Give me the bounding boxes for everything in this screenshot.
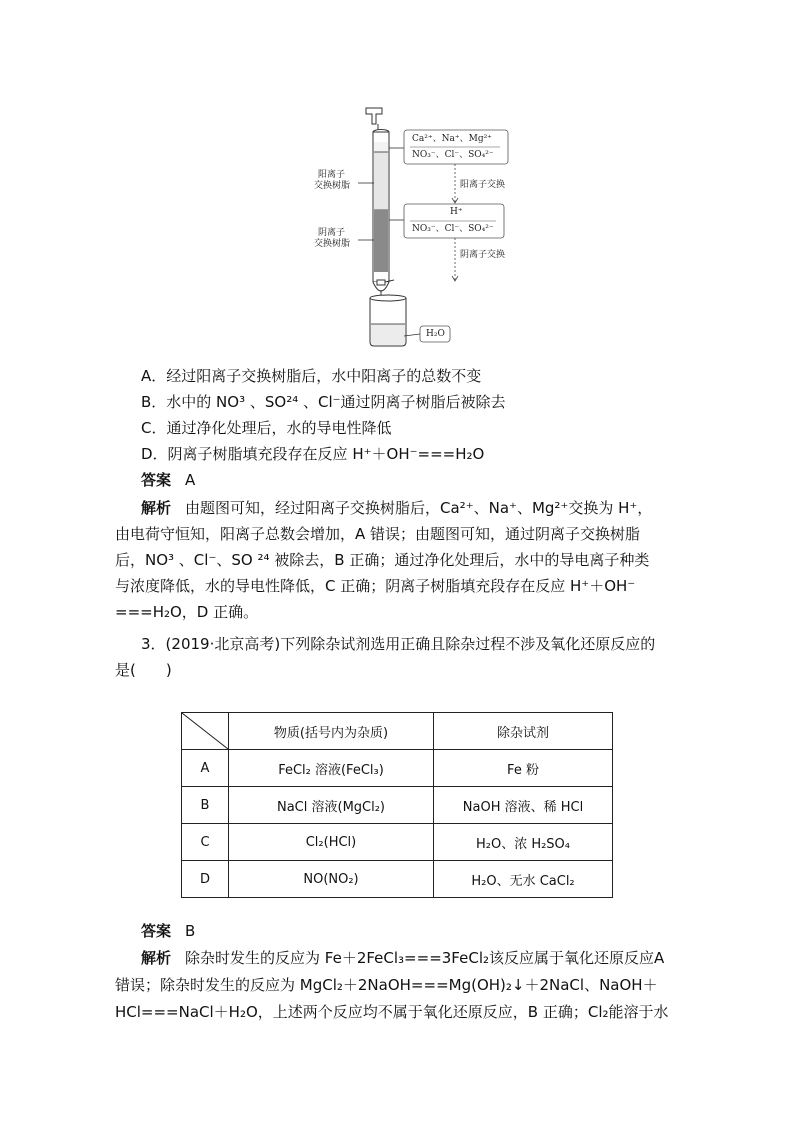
analysis-1-line-3: 后，NO³ 、Cl⁻、SO ²⁴ 被除去，B 正确；通过净化处理后，水中的导电离子种类 <box>115 551 650 569</box>
beaker-label: H₂O <box>426 329 445 339</box>
row-substance: FeCl₂ 溶液(FeCl₃) <box>229 750 434 787</box>
analysis-2-line-2: 错误；除杂时发生的反应为 MgCl₂＋2NaOH===Mg(OH)₂↓＋2NaCl、NaOH＋ <box>115 976 658 994</box>
label-cation-resin-2: 交换树脂 <box>314 181 351 191</box>
table-corner-cell <box>182 713 229 750</box>
analysis-2-line-1 <box>141 947 680 969</box>
table-row <box>182 861 613 898</box>
analysis-tag: 解析 <box>141 949 172 967</box>
box-mid-cations: H⁺ <box>450 207 463 217</box>
analysis-1-line-2: 由电荷守恒知，阳离子总数会增加，A 错误；由题图可知，通过阴离子交换树脂 <box>115 525 641 543</box>
answer-value: B <box>185 922 196 940</box>
anion-resin-section <box>374 210 388 272</box>
analysis-2-line-3: HCl===NaCl＋H₂O，上述两个反应均不属于氧化还原反应，B 正确；Cl₂能溶于水 <box>115 1003 669 1021</box>
question-3-line-2: 是( ) <box>115 661 172 679</box>
option-d: D．阴离子树脂填充段存在反应 H⁺＋OH⁻===H₂O <box>141 445 485 463</box>
row-label: A <box>182 750 229 787</box>
answer-1 <box>141 469 680 491</box>
box-mid-anions: NO₃⁻、Cl⁻、SO₄²⁻ <box>412 224 494 234</box>
row-reagent: H₂O、无水 CaCl₂ <box>434 861 613 898</box>
analysis-1-line-4: 与浓度降低，水的导电性降低，C 正确；阴离子树脂填充段存在反应 H⁺＋OH⁻ <box>115 577 636 595</box>
label-anion-resin-1: 阴离子 <box>318 228 346 238</box>
answer-tag: 答案 <box>141 922 172 940</box>
table-row <box>182 787 613 824</box>
table-header-reagent: 除杂试剂 <box>434 713 613 750</box>
label-anion-resin-2: 交换树脂 <box>314 239 351 249</box>
cation-resin-section <box>374 152 388 210</box>
label-cation-resin-1: 阳离子 <box>318 170 346 180</box>
box-top-cations: Ca²⁺、Na⁺、Mg²⁺ <box>412 134 492 144</box>
diagonal-line <box>182 713 228 749</box>
analysis-1-line-5: ===H₂O，D 正确。 <box>115 603 259 621</box>
option-a: A．经过阳离子交换树脂后，水中阳离子的总数不变 <box>141 367 482 385</box>
table-row <box>182 750 613 787</box>
question-3-line-1: 3．(2019·北京高考)下列除杂试剂选用正确且除杂过程不涉及氧化还原反应的 <box>141 635 656 653</box>
row-label: D <box>182 861 229 898</box>
analysis-tag: 解析 <box>141 499 172 517</box>
analysis-2-text-1: 除杂时发生的反应为 Fe＋2FeCl₃===3FeCl₂该反应属于氧化还原反应A <box>185 949 665 967</box>
arrow-anion-label: 阴离子交换 <box>460 250 506 260</box>
analysis-1-text-1: 由题图可知，经过阳离子交换树脂后，Ca²⁺、Na⁺、Mg²⁺交换为 H⁺， <box>185 499 653 517</box>
analysis-1-line-1 <box>141 497 680 519</box>
answer-value: A <box>185 471 196 489</box>
row-substance: Cl₂(HCl) <box>229 824 434 861</box>
arrow-cation-label: 阳离子交换 <box>460 180 506 190</box>
row-substance: NaCl 溶液(MgCl₂) <box>229 787 434 824</box>
faucet-icon <box>366 108 382 124</box>
row-substance: NO(NO₂) <box>229 861 434 898</box>
reagent-table <box>181 712 613 898</box>
option-c: C．通过净化处理后，水的导电性降低 <box>141 419 392 437</box>
answer-2 <box>141 920 680 942</box>
row-reagent: NaOH 溶液、稀 HCl <box>434 787 613 824</box>
option-b: B．水中的 NO³ 、SO²⁴ 、Cl⁻通过阴离子树脂后被除去 <box>141 393 506 411</box>
ion-exchange-figure <box>300 100 530 360</box>
table-row <box>182 824 613 861</box>
row-reagent: Fe 粉 <box>434 750 613 787</box>
answer-tag: 答案 <box>141 471 172 489</box>
row-reagent: H₂O、浓 H₂SO₄ <box>434 824 613 861</box>
stopcock-icon <box>377 280 385 285</box>
row-label: C <box>182 824 229 861</box>
table-header-substance: 物质(括号内为杂质) <box>229 713 434 750</box>
row-label: B <box>182 787 229 824</box>
box-top-anions: NO₃⁻、Cl⁻、SO₄²⁻ <box>412 150 494 160</box>
table-header-row <box>182 713 613 750</box>
